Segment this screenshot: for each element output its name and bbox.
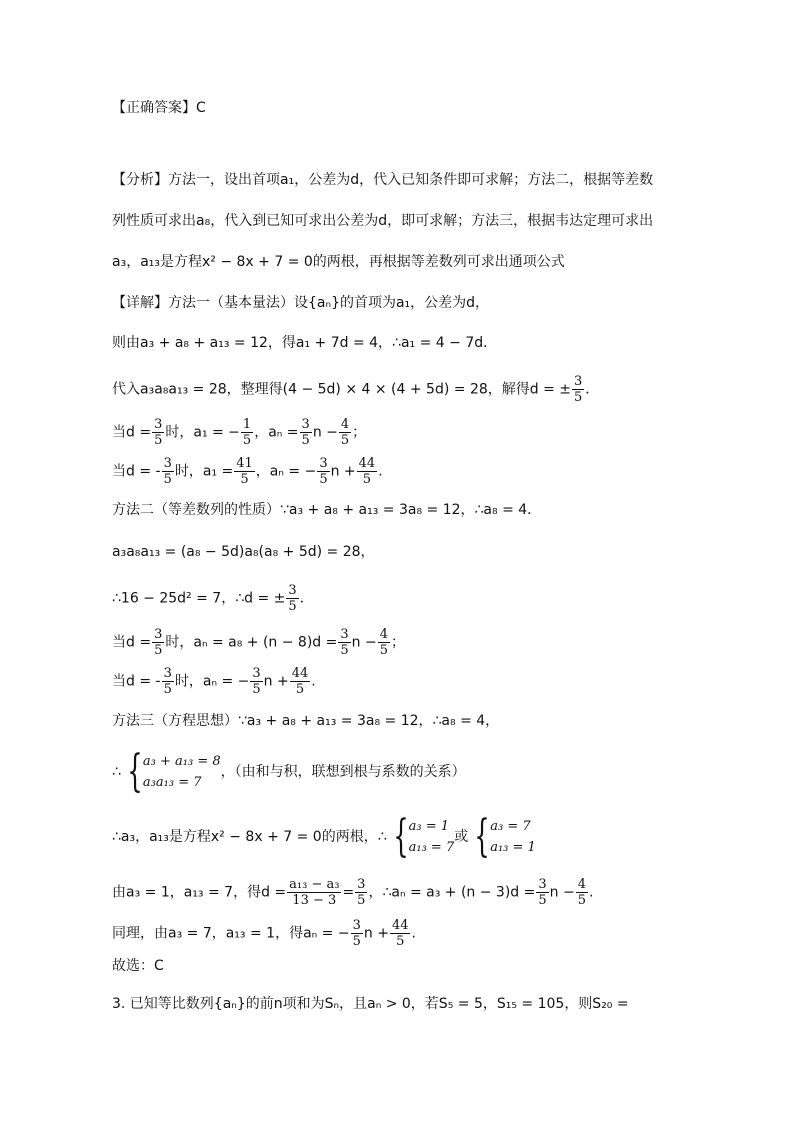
method3-line-2: ∴ { a₃ + a₁₃ = 8 a₃a₁₃ = 7 ，（由和与积，联想到根与系数的关系） xyxy=(112,746,466,797)
detail-line-5: 当d = - $\frac{3}{5}$ 时，a₁ = $\frac{41}{5}$ ，aₙ = − $\frac{3}{5}$ n + $\frac{44}{5}$ . xyxy=(112,456,383,487)
fraction: $\frac{44}{5}$ xyxy=(358,456,376,487)
detail-line-3-text: 代入a₃a₈a₁₃ = 28，整理得(4 − 5d) × 4 × (4 + 5d) = 28，解得d = ± xyxy=(112,381,572,398)
fraction: $\frac{4}{5}$ xyxy=(577,877,586,908)
method2-line-3: ∴16 − 25d² = 7，∴d = ± $\frac{3}{5}$ ． xyxy=(112,583,314,614)
fraction: $\frac{3}{5}$ xyxy=(574,374,583,405)
fraction: $\frac{4}{5}$ xyxy=(340,417,350,448)
left-brace: { xyxy=(474,811,490,862)
method3-line-4: 由a₃ = 1，a₁₃ = 7，得d = $\frac{\text{a₁₃ − a₃}}{13 - 3}$ = $\frac{3}{5}$ ，∴aₙ = a₃ + (n − 3)d = $\frac{3}{5}$ n − $\frac{4}{5}$ . xyxy=(112,877,594,908)
detail-line-3: 代入a₃a₈a₁₃ = 28，整理得(4 − 5d) × 4 × (4 + 5d) = 28，解得d = ± $\frac{3}{5}$ ． xyxy=(112,374,600,405)
fraction: $\frac{3}{5}$ xyxy=(154,627,163,658)
fraction: $\frac{3}{5}$ xyxy=(252,666,261,697)
fraction: $\frac{3}{5}$ xyxy=(288,583,297,614)
equation-system: a₃ + a₁₃ = 8 a₃a₁₃ = 7 xyxy=(142,754,221,790)
method2-line-1: 方法二（等差数列的性质）∵a₃ + a₈ + a₁₃ = 3a₈ = 12，∴a₈ = 4． xyxy=(112,502,542,518)
fraction: $\frac{4}{5}$ xyxy=(379,627,388,658)
method2-line-4: 当d = $\frac{3}{5}$ 时，aₙ = a₈ + (n − 8)d = $\frac{3}{5}$ n − $\frac{4}{5}$ ； xyxy=(112,627,405,658)
analysis-line-3: a₃，a₁₃是方程x² − 8x + 7 = 0的两根，再根据等差数列可求出通项公式 xyxy=(112,254,565,270)
fraction: $\frac{3}{5}$ xyxy=(319,456,328,487)
fraction: $\frac{1}{5}$ xyxy=(242,417,252,448)
fraction: $\frac{44}{5}$ xyxy=(391,918,409,949)
method2-line-5: 当d = - $\frac{3}{5}$ 时，aₙ = − $\frac{3}{5}$ n + $\frac{44}{5}$ . xyxy=(112,666,316,697)
fraction: $\frac{44}{5}$ xyxy=(291,666,309,697)
fraction: $\frac{\text{a₁₃ − a₃}}{13 - 3}$ xyxy=(289,877,340,908)
choice-line: 故选：C xyxy=(112,958,164,974)
detail-line-1: 【详解】方法一（基本量法）设{aₙ}的首项为a₁，公差为d， xyxy=(112,295,490,311)
equation-system: a₃ = 7 a₁₃ = 1 xyxy=(490,819,536,855)
left-brace: { xyxy=(392,811,409,862)
fraction: $\frac{3}{5}$ xyxy=(340,627,349,658)
equation-system: a₃ = 1 a₁₃ = 7 xyxy=(408,819,455,855)
left-brace: { xyxy=(127,746,143,797)
method3-line-1: 方法三（方程思想）∵a₃ + a₈ + a₁₃ = 3a₈ = 12，∴a₈ = 4， xyxy=(112,713,500,729)
fraction: $\frac{3}{5}$ xyxy=(357,877,366,908)
method2-line-2: a₃a₈a₁₃ = (a₈ − 5d)a₈(a₈ + 5d) = 28， xyxy=(112,544,375,560)
answer-line: 【正确答案】C xyxy=(112,100,206,116)
next-question: 3. 已知等比数列{aₙ}的前n项和为Sₙ，且aₙ > 0，若S₅ = 5，S₁₅ = 105，则S₂₀ = xyxy=(112,996,629,1012)
method3-line-5: 同理，由a₃ = 7，a₁₃ = 1，得aₙ = − $\frac{3}{5}$ n + $\frac{44}{5}$ . xyxy=(112,918,416,949)
fraction: $\frac{3}{5}$ xyxy=(154,417,163,448)
fraction: $\frac{3}{5}$ xyxy=(163,666,172,697)
detail-line-4: 当d = $\frac{3}{5}$ 时，a₁ = − $\frac{1}{5}$ ，aₙ = $\frac{3}{5}$ n − $\frac{4}{5}$ ； xyxy=(112,417,367,448)
fraction: $\frac{3}{5}$ xyxy=(301,417,310,448)
detail-line-2: 则由a₃ + a₈ + a₁₃ = 12，得a₁ + 7d = 4，∴a₁ = 4 − 7d． xyxy=(112,335,498,351)
analysis-line-2: 列性质可求出a₈，代入到已知可求出公差为d，即可求解；方法三，根据韦达定理可求出 xyxy=(112,213,654,229)
analysis-line-1: 【分析】方法一，设出首项a₁，公差为d，代入已知条件即可求解；方法二，根据等差数 xyxy=(112,172,654,188)
fraction: $\frac{3}{5}$ xyxy=(163,456,172,487)
fraction: $\frac{3}{5}$ xyxy=(538,877,547,908)
method3-line-3: ∴a₃，a₁₃是方程x² − 8x + 7 = 0的两根，∴ { a₃ = 1 a₁₃ = 7 或 { a₃ = 7 a₁₃ = 1 xyxy=(112,811,536,862)
fraction: $\frac{3}{5}$ xyxy=(352,918,361,949)
fraction: $\frac{41}{5}$ xyxy=(236,456,253,487)
